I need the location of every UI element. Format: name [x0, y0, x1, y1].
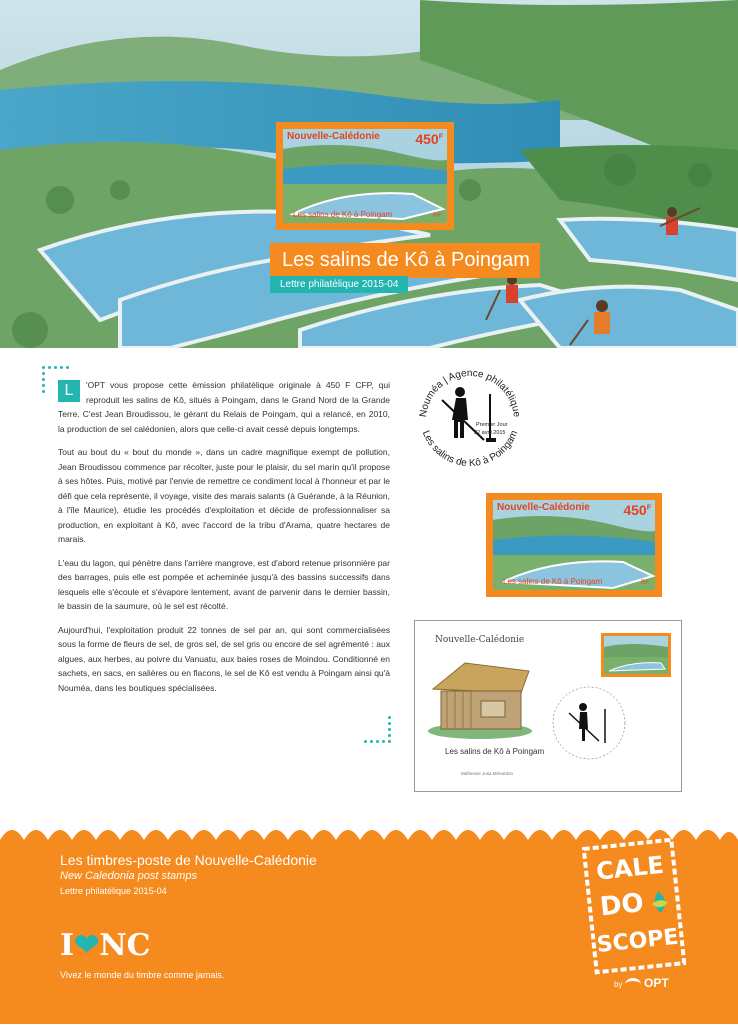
article-paragraph-4: Aujourd'hui, l'exploitation produit 22 tonnes de sel par an, qui sont commercialisées sous la forme de fleurs de sel, de gros sel, de sel gris ou encore de sel agrémenté : aux algues, aux herbes, au poivre du Vanuatu, aux baies roses de Moindou. Conditionné en sachets, en sacs, en salières ou en flacons, le sel de Kô est vendu à Poingam ainsi qu'à Nouméa, dans les boutiques spécialisées.: [58, 624, 390, 693]
hero-title: Les salins de Kô à Poingam: [270, 243, 540, 278]
fdc-postmark: [547, 681, 631, 765]
footer-issue: Lettre philatélique 2015-04: [60, 886, 167, 896]
postmark-bottom-text: Les salins de Kô à Poingam: [419, 428, 521, 470]
stamp-large-value: $450^F$: [623, 502, 651, 518]
stamp-country: Nouvelle-Calédonie: [287, 131, 380, 142]
stamp-large-country: Nouvelle-Calédonie: [497, 502, 590, 513]
stamp-large: [486, 493, 662, 597]
stamp-value: $450^F$: [415, 131, 443, 147]
postmark-top-text: Nouméa | Agence philatélique: [418, 367, 522, 418]
first-day-cover: [414, 620, 682, 792]
caledoscope-logo: [582, 836, 686, 986]
fdc-worker-silhouette-icon: [569, 703, 605, 743]
hero-subtitle: Lettre philatélique 2015-04: [270, 276, 408, 293]
footer-title-en: New Caledonia post stamps: [60, 870, 197, 882]
hut-illustration: [425, 651, 535, 741]
fdc-credit: Maîtresse Josa Ménardon: [461, 771, 514, 776]
svg-text:CALE: CALE: [594, 850, 666, 886]
stamp-large-artwork: [493, 500, 655, 590]
svg-text:Nouméa | Agence philatélique: [418, 368, 522, 418]
fdc-country: Nouvelle-Calédonie: [435, 635, 525, 645]
stamp-rf: RF: [433, 213, 441, 219]
fdc-stamp: [601, 633, 671, 677]
footer-tagline: Vivez le monde du timbre comme jamais.: [60, 970, 225, 980]
footer-title: Les timbres-poste de Nouvelle-Calédonie: [60, 852, 317, 868]
opt-bird-icon: [625, 978, 641, 991]
hero-painting: [0, 0, 738, 348]
article-body: [58, 378, 390, 704]
by-opt: by OPT: [614, 976, 669, 990]
postmark-date: 22 avril 2015: [474, 430, 506, 436]
fdc-caption: Les salins de Kô à Poingam: [445, 747, 545, 756]
drop-cap: L: [58, 380, 80, 402]
stamp-large-caption: Les salins de Kô à Poingam: [503, 577, 603, 586]
stamp-caption: Les salins de Kô à Poingam: [293, 210, 393, 219]
hero-stamp-artwork: [283, 129, 447, 223]
article-paragraph-3: L'eau du lagon, qui pénètre dans l'arrière mangrove, est d'abord retenue prisonnière par des barrages, puis elle est pompée et acheminée jusqu'à des bassins successifs dans lesquels elle s'écoule et s'évapore lentement, avant de parvenir dans le dernier bassin, le bassin de la saumure, où le sel est récolté.: [58, 557, 390, 611]
hero-stamp: [276, 122, 454, 230]
i-love-nc-logo: I❤NC: [60, 928, 151, 963]
article-paragraph-2: Tout au bout du « bout du monde », dans un cadre magnifique exempt de pollution, Jean Broudissou commence par récolter, juste pour le plaisir, du sel marin qu'il propose à ses hôtes. Puis, motivé par l'envie de remettre ce condiment local à l'honneur et par le défi que cela représente, il voyage, visite des marais salants (à Guérande, à la Réunion, à l'île Maurice), étudie les procédés d'exploitation et décide de professionnaliser sa production, en exploitant à Kô, avec l'accord de la tribu d'Arama, quatre hectares de marais.: [58, 447, 390, 544]
svg-text:DO: DO: [598, 888, 646, 923]
article-paragraph-1: L 'OPT vous propose cette émission philatélique originale à 450 F CFP, qui reproduit les salins de Kô, situés à Poingam, dans le Grand Nord de la Grande Terre. C'est Jean Broudissou, le gérant du Relais de Poingam, qui a relancé, en 2010, la production de sel calédonien, alors que celle-ci avait cessé depuis longtemps.: [58, 380, 390, 434]
svg-text:SCOPE: SCOPE: [595, 924, 680, 959]
first-day-postmark: [412, 358, 528, 474]
heart-icon: ❤: [74, 928, 100, 963]
stamp-large-rf: RF: [641, 580, 649, 586]
postmark-day-label: Premier Jour: [476, 422, 508, 428]
